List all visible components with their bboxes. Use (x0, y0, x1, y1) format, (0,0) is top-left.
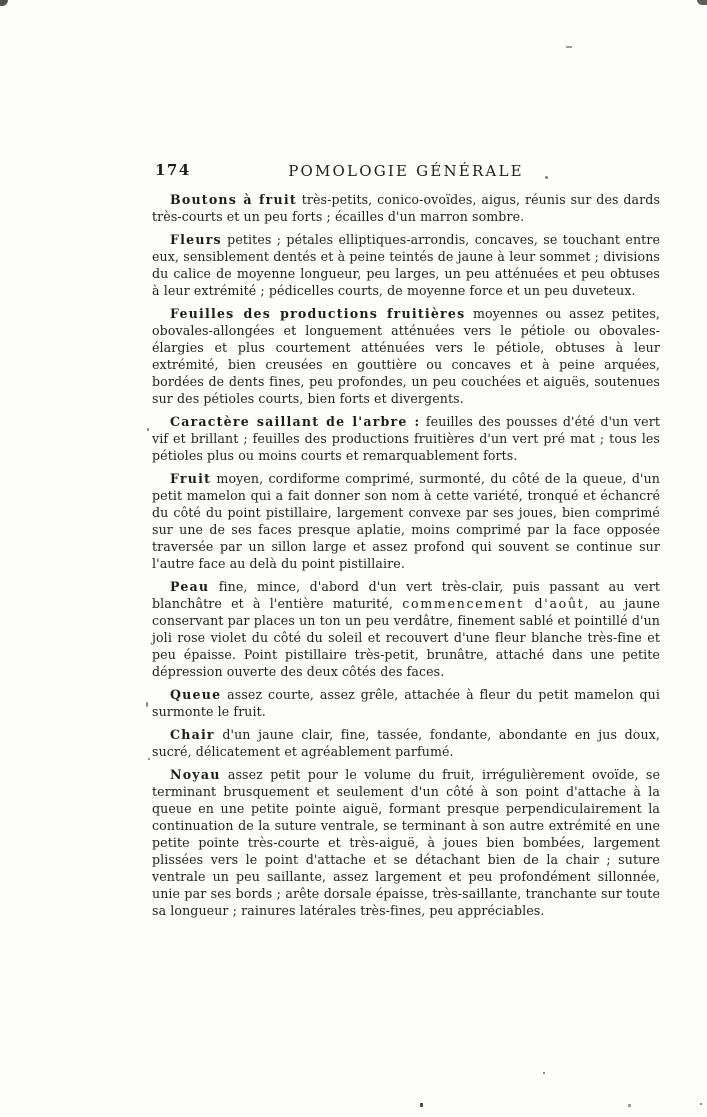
term-feuilles: Feuilles des productions fruitières (170, 306, 466, 321)
term-boutons-a-fruit: Boutons à fruit (170, 192, 297, 207)
scan-artifact (700, 1103, 702, 1105)
paragraph-noyau (152, 766, 660, 919)
scan-artifact (0, 0, 8, 6)
term-fruit: Fruit (170, 471, 212, 486)
scan-artifact (148, 758, 150, 760)
term-queue: Queue (170, 687, 222, 702)
paragraph-feuilles (152, 305, 660, 407)
paragraph-queue (152, 686, 660, 720)
paragraph-text: feuilles des pousses d'été d'un vert vif et brillant ; feuilles des productions fruitières d'un vert pré mat ; tous les pétioles plus ou moins courts et remarquablement forts. (152, 414, 660, 463)
paragraph-fruit (152, 470, 660, 572)
term-noyau: Noyau (170, 767, 221, 782)
scan-artifact (146, 702, 148, 707)
scan-artifact (697, 0, 707, 5)
paragraph-text: moyen, cordiforme comprimé, surmonté, du côté de la queue, d'un petit mamelon qui a fait donner son nom à cette variété, tronqué et échancré du côté du point pistillaire, largement convexe par ses joues, bien comprimé sur une de ses faces presque aplatie, moins comprimé par la face opposée traversée par un sillon large et assez profond qui souvent se continue sur l'autre face au delà du point pistillaire. (152, 471, 660, 571)
page-title: POMOLOGIE GÉNÉRALE (288, 162, 524, 180)
paragraph-text: assez petit pour le volume du fruit, irrégulièrement ovoïde, se terminant brusquement et seulement d'un côté à son point d'attache à la queue en une petite pointe aiguë, formant presque perpendiculairement la continuation de la suture ventrale, se terminant à son autre extrémité en une petite pointe très-courte et très-aiguë, à joues bien bombées, largement plissées vers le point d'attache et se détachant bien de la chair ; suture ventrale un peu saillante, assez largement et peu profondément sillonnée, unie par ses bords ; arête dorsale épaisse, très-saillante, tranchante sur toute sa longueur ; rainures latérales très-fines, peu appréciables. (152, 767, 660, 918)
paragraph-text: d'un jaune clair, fine, tassée, fondante, abondante en jus doux, sucré, délicatement et agréablement parfumé. (152, 727, 660, 759)
scan-artifact (628, 1104, 631, 1107)
scan-artifact (543, 1072, 545, 1074)
spaced-emphasis-text: commencement d'août, (402, 596, 591, 611)
term-caractere-saillant: Caractère saillant de l'arbre : (170, 414, 421, 429)
term-peau: Peau (170, 579, 210, 594)
scan-artifact (420, 1103, 423, 1107)
paragraph-text: très-petits, conico-ovoïdes, aigus, réunis sur des dards très-courts et un peu forts ; écailles d'un marron sombre. (152, 192, 661, 224)
paragraph-text: fine, mince, d'abord d'un vert très-clair, puis passant au vert blanchâtre et à l'entière maturité, (152, 579, 660, 611)
paragraph-chair (152, 726, 660, 760)
term-chair: Chair (170, 727, 215, 742)
paragraph-text: petites ; pétales elliptiques-arrondis, concaves, se touchant entre eux, sensiblement dentés et à peine teintés de jaune à leur sommet ; divisions du calice de moyenne longueur, peu larges, un peu atténuées et peu obtuses à leur extrémité ; pédicelles courts, de moyenne force et un peu duveteux. (152, 232, 660, 298)
scan-artifact (566, 46, 572, 48)
page-header (152, 160, 660, 182)
scan-artifact (147, 428, 149, 431)
paragraph-boutons-a-fruit (152, 191, 660, 225)
paragraph-fleurs (152, 231, 660, 299)
page-body (152, 191, 660, 919)
paragraph-caractere-saillant (152, 413, 660, 464)
paragraph-peau (152, 578, 660, 680)
paragraph-text: assez courte, assez grêle, attachée à fleur du petit mamelon qui surmonte le fruit. (152, 687, 660, 719)
paragraph-text: moyennes ou assez petites, obovales-allongées et longuement atténuées vers le pétiole ou obovales-élargies et plus courtement atténuées vers le pétiole, obtuses à leur extrémité, bien creusées en gouttière ou concaves et à peine arquées, bordées de dents fines, peu profondes, un peu couchées et aiguës, soutenues sur des pétioles courts, bien forts et divergents. (152, 306, 660, 406)
paragraph-text: au jaune conservant par places un ton un peu verdâtre, finement sablé et pointillé d'un joli rose violet du côté du soleil et recouvert d'une fleur blanche très-fine et peu épaisse. Point pistillaire très-petit, brunâtre, attaché dans une petite dépression ouverte des deux côtés des faces. (152, 596, 661, 679)
scan-artifact (545, 176, 548, 179)
term-fleurs: Fleurs (170, 232, 222, 247)
page-number: 174 (155, 161, 191, 179)
text-column (152, 160, 660, 925)
